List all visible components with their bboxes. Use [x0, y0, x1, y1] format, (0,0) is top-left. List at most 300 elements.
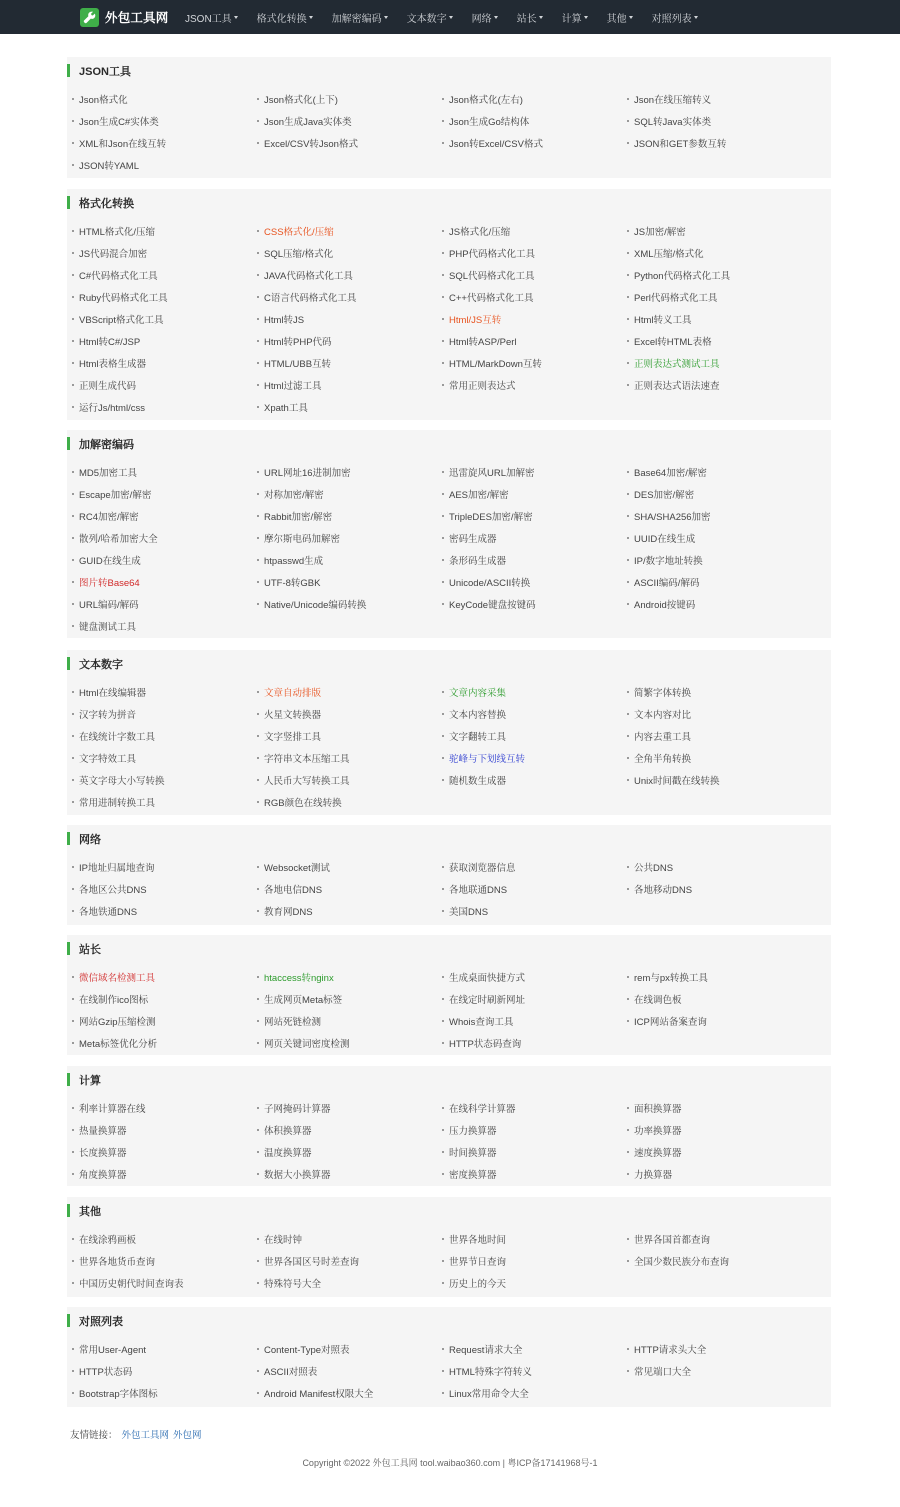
- tool-link[interactable]: [627, 357, 720, 369]
- tool-link[interactable]: [257, 247, 333, 259]
- bullet-icon: [627, 1173, 629, 1175]
- nav-menu-label: JSON工具: [185, 13, 232, 25]
- tool-link[interactable]: [442, 291, 533, 303]
- tool-link[interactable]: [72, 554, 141, 566]
- tool-link[interactable]: [257, 115, 352, 127]
- tool-link[interactable]: [257, 993, 342, 1005]
- bullet-icon: [257, 801, 259, 803]
- tool-link[interactable]: [257, 466, 351, 478]
- bullet-icon: [72, 296, 74, 298]
- tool-link[interactable]: [442, 554, 506, 566]
- bullet-icon: [627, 691, 629, 693]
- tool-link[interactable]: [257, 1015, 321, 1027]
- bullet-icon: [442, 691, 444, 693]
- tool-link[interactable]: [442, 905, 488, 917]
- tool-link[interactable]: [72, 93, 128, 105]
- bullet-icon: [627, 757, 629, 759]
- tool-link[interactable]: [257, 357, 331, 369]
- tool-link[interactable]: [627, 708, 691, 720]
- tool-link[interactable]: [627, 335, 712, 347]
- tool-link[interactable]: [72, 971, 155, 983]
- tool-link[interactable]: [442, 335, 517, 347]
- tool-link-label: Rabbit加密/解密: [264, 512, 333, 523]
- tool-link[interactable]: [72, 1387, 158, 1399]
- tool-link[interactable]: [442, 708, 506, 720]
- tool-link-label: Html过滤工具: [264, 381, 322, 392]
- tool-link[interactable]: [257, 1124, 312, 1136]
- tool-link[interactable]: [72, 1102, 146, 1114]
- tool-link[interactable]: [442, 357, 542, 369]
- tool-link-label: 速度换算器: [634, 1148, 682, 1159]
- section-header: [67, 1073, 101, 1086]
- tool-link[interactable]: [442, 598, 536, 610]
- tool-link-label: DES加密/解密: [634, 490, 695, 501]
- tool-link[interactable]: [72, 225, 155, 237]
- bullet-icon: [72, 1348, 74, 1350]
- tool-link[interactable]: [257, 137, 358, 149]
- tool-link-label: Html转C#/JSP: [79, 337, 141, 348]
- tool-link[interactable]: [442, 774, 506, 786]
- bullet-icon: [257, 1260, 259, 1262]
- friend-link[interactable]: 外包工具网: [121, 1430, 170, 1441]
- tool-link-label: 在线定时刷新网址: [449, 995, 526, 1006]
- tool-link[interactable]: [72, 752, 136, 764]
- tool-link[interactable]: [627, 730, 691, 742]
- nav-menu-label: 对照列表: [651, 13, 692, 25]
- tool-link[interactable]: [257, 883, 322, 895]
- tool-link-label: URL编码/解码: [79, 600, 139, 611]
- bullet-icon: [72, 340, 74, 342]
- tool-link-label: htaccess转nginx: [264, 973, 334, 984]
- tool-link[interactable]: [257, 752, 350, 764]
- tool-link[interactable]: [72, 708, 136, 720]
- brand-logo[interactable]: [80, 7, 169, 27]
- tool-link[interactable]: [442, 1255, 506, 1267]
- tool-link[interactable]: [72, 510, 139, 522]
- bullet-icon: [72, 910, 74, 912]
- bullet-icon: [627, 888, 629, 890]
- tool-link[interactable]: [627, 576, 699, 588]
- tool-link[interactable]: [257, 532, 340, 544]
- section-title: 站长: [79, 943, 101, 956]
- bullet-icon: [257, 888, 259, 890]
- bullet-icon: [72, 559, 74, 561]
- tool-link-label: Python代码格式化工具: [634, 271, 731, 282]
- tool-link[interactable]: [72, 796, 155, 808]
- tool-link[interactable]: [442, 883, 507, 895]
- tool-link[interactable]: [257, 1365, 317, 1377]
- tool-link-label: 文本内容对比: [634, 710, 692, 721]
- bullet-icon: [72, 362, 74, 364]
- tool-link[interactable]: [442, 1365, 532, 1377]
- tool-link[interactable]: [627, 291, 717, 303]
- bullet-icon: [442, 362, 444, 364]
- tool-link-label: 正则生成代码: [79, 381, 137, 392]
- tool-link[interactable]: [442, 137, 543, 149]
- tool-link[interactable]: [627, 883, 692, 895]
- tool-link[interactable]: [72, 1233, 136, 1245]
- friend-link[interactable]: 外包网: [173, 1430, 202, 1441]
- section-header: [67, 1314, 123, 1327]
- bullet-icon: [72, 779, 74, 781]
- tool-link[interactable]: [627, 466, 707, 478]
- tool-link-label: Meta标签优化分析: [79, 1039, 158, 1050]
- tool-link[interactable]: [257, 1037, 350, 1049]
- section-header: [67, 657, 123, 670]
- tool-link-label: IP地址归属地查询: [79, 863, 155, 874]
- tool-link[interactable]: [442, 1277, 506, 1289]
- bullet-icon: [442, 296, 444, 298]
- bullet-icon: [627, 252, 629, 254]
- tool-link[interactable]: [442, 1146, 497, 1158]
- caret-down-icon: [694, 16, 698, 19]
- tool-link-label: Json在线压缩转义: [634, 95, 712, 106]
- copyright-text: Copyright ©2022 外包工具网 tool.waibao360.com | 粤ICP备17141968号-1: [302, 1458, 598, 1468]
- tool-link[interactable]: [257, 1233, 302, 1245]
- tool-link[interactable]: [257, 708, 321, 720]
- tool-link-label: 在线制作ico图标: [79, 995, 149, 1006]
- bullet-icon: [72, 713, 74, 715]
- tool-link[interactable]: [627, 115, 711, 127]
- tool-link[interactable]: [72, 1146, 127, 1158]
- nav-menu-label: 其他: [606, 13, 627, 25]
- tool-link[interactable]: [442, 269, 535, 281]
- tool-link[interactable]: [442, 686, 506, 698]
- bullet-icon: [627, 142, 629, 144]
- bullet-icon: [72, 866, 74, 868]
- tool-link[interactable]: [72, 1343, 146, 1355]
- tool-link[interactable]: [72, 1168, 127, 1180]
- tool-link[interactable]: [72, 1124, 127, 1136]
- bullet-icon: [257, 318, 259, 320]
- tool-link-label: 对称加密/解密: [264, 490, 324, 501]
- tool-link-label: 各地电信DNS: [264, 885, 323, 896]
- tool-link[interactable]: [627, 1015, 707, 1027]
- tool-link[interactable]: [257, 225, 334, 237]
- bullet-icon: [257, 1370, 259, 1372]
- tool-link-label: 微信域名检测工具: [79, 973, 156, 984]
- tool-link[interactable]: [442, 1015, 513, 1027]
- tool-link[interactable]: [627, 1365, 691, 1377]
- tool-link-label: 历史上的今天: [449, 1279, 507, 1290]
- tool-link[interactable]: [257, 971, 334, 983]
- tool-link[interactable]: [72, 269, 158, 281]
- tool-link[interactable]: [257, 1168, 331, 1180]
- tool-link[interactable]: [627, 598, 695, 610]
- tool-link[interactable]: [257, 1255, 359, 1267]
- bullet-icon: [442, 1392, 444, 1394]
- bullet-icon: [257, 581, 259, 583]
- section-accent-bar: [67, 196, 70, 209]
- bullet-icon: [72, 888, 74, 890]
- nav-menu-item[interactable]: [407, 0, 453, 34]
- nav-menu-item[interactable]: [257, 0, 313, 34]
- tool-link[interactable]: [72, 861, 154, 873]
- caret-down-icon: [309, 16, 313, 19]
- tool-link-label: SQL代码格式化工具: [449, 271, 535, 282]
- bullet-icon: [257, 142, 259, 144]
- tool-link[interactable]: [72, 883, 147, 895]
- tool-link[interactable]: [257, 269, 353, 281]
- tool-link[interactable]: [627, 225, 686, 237]
- tool-link-label: Html转义工具: [634, 315, 692, 326]
- tool-link-label: 热量换算器: [79, 1126, 127, 1137]
- bullet-icon: [257, 252, 259, 254]
- tool-link[interactable]: [72, 466, 137, 478]
- tool-link-label: CSS格式化/压缩: [264, 227, 334, 238]
- tool-section: [67, 57, 831, 178]
- tool-link-label: 获取浏览器信息: [449, 863, 516, 874]
- tool-link[interactable]: [627, 510, 711, 522]
- tool-link[interactable]: [257, 861, 330, 873]
- tool-link-label: Html转ASP/Perl: [449, 337, 517, 348]
- tool-link[interactable]: [257, 510, 332, 522]
- bullet-icon: [257, 1107, 259, 1109]
- caret-down-icon: [539, 16, 543, 19]
- tool-link[interactable]: [257, 291, 356, 303]
- tool-link[interactable]: [72, 401, 145, 413]
- tool-link[interactable]: [442, 532, 497, 544]
- tool-link[interactable]: [257, 93, 338, 105]
- section-header: [67, 942, 101, 955]
- tool-link-label: Unicode/ASCII转换: [449, 578, 531, 589]
- tool-link[interactable]: [257, 379, 322, 391]
- bullet-icon: [72, 1042, 74, 1044]
- tool-link[interactable]: [72, 1037, 157, 1049]
- tool-link[interactable]: [627, 686, 691, 698]
- tool-link-label: KeyCode键盘按键码: [449, 600, 536, 611]
- tool-section: [67, 1066, 831, 1186]
- tool-link[interactable]: [72, 1277, 184, 1289]
- tool-section: [67, 1197, 831, 1297]
- nav-menu-item[interactable]: [185, 0, 238, 34]
- tool-link[interactable]: [627, 993, 682, 1005]
- bullet-icon: [442, 493, 444, 495]
- tool-link[interactable]: [627, 554, 703, 566]
- bullet-icon: [442, 340, 444, 342]
- tool-link[interactable]: [257, 335, 332, 347]
- tool-link[interactable]: [627, 1102, 682, 1114]
- tool-link[interactable]: [72, 291, 168, 303]
- nav-menu-item[interactable]: [652, 0, 698, 34]
- tool-link[interactable]: [72, 1365, 132, 1377]
- tool-link[interactable]: [627, 137, 726, 149]
- tool-link[interactable]: [257, 774, 350, 786]
- section-header: [67, 832, 101, 845]
- bullet-icon: [442, 1260, 444, 1262]
- tool-link[interactable]: [72, 379, 136, 391]
- tool-link[interactable]: [627, 774, 720, 786]
- tool-link-label: XML和Json在线互转: [79, 139, 167, 150]
- tool-link[interactable]: [257, 1343, 350, 1355]
- tool-link[interactable]: [72, 774, 165, 786]
- tool-link[interactable]: [627, 269, 730, 281]
- tool-link[interactable]: [442, 861, 516, 873]
- tool-link[interactable]: [627, 1168, 672, 1180]
- tool-link[interactable]: [257, 1146, 312, 1158]
- bullet-icon: [72, 691, 74, 693]
- bullet-icon: [627, 713, 629, 715]
- section-title: 计算: [79, 1074, 101, 1087]
- main-nav-menu: [185, 0, 717, 34]
- tool-link-label: 中国历史朝代时间查询表: [79, 1279, 184, 1290]
- tool-link[interactable]: [442, 971, 525, 983]
- tool-link-label: HTTP状态码查询: [449, 1039, 522, 1050]
- bullet-icon: [442, 713, 444, 715]
- tool-link[interactable]: [442, 730, 506, 742]
- tool-link[interactable]: [442, 1168, 497, 1180]
- tool-link-label: MD5加密工具: [79, 468, 138, 479]
- bullet-icon: [72, 581, 74, 583]
- tool-link[interactable]: [72, 686, 146, 698]
- tool-link[interactable]: [72, 620, 136, 632]
- tool-link[interactable]: [627, 1124, 682, 1136]
- tool-link[interactable]: [72, 532, 158, 544]
- tool-link-label: 密度换算器: [449, 1170, 497, 1181]
- bullet-icon: [257, 340, 259, 342]
- tool-link[interactable]: [442, 225, 510, 237]
- tool-link[interactable]: [627, 752, 691, 764]
- tool-link[interactable]: [442, 313, 501, 325]
- tool-link[interactable]: [72, 730, 155, 742]
- section-accent-bar: [67, 1314, 70, 1327]
- tool-link[interactable]: [442, 488, 509, 500]
- tool-link[interactable]: [257, 730, 321, 742]
- tool-link-label: 世界节日查询: [449, 1257, 507, 1268]
- section-title: 对照列表: [79, 1315, 123, 1328]
- tool-link-label: IP/数字地址转换: [634, 556, 703, 567]
- nav-menu-item[interactable]: [517, 0, 543, 34]
- tool-link[interactable]: [627, 1233, 710, 1245]
- tool-link[interactable]: [72, 905, 137, 917]
- tool-link-label: Json格式化(左右): [449, 95, 523, 106]
- tool-link[interactable]: [627, 861, 673, 873]
- tool-link[interactable]: [442, 1343, 522, 1355]
- tool-link-label: 常用进制转换工具: [79, 798, 156, 809]
- tool-link[interactable]: [72, 335, 140, 347]
- bullet-icon: [72, 757, 74, 759]
- bullet-icon: [442, 779, 444, 781]
- tool-link-label: 正则表达式语法速查: [634, 381, 720, 392]
- tool-link[interactable]: [257, 686, 321, 698]
- bullet-icon: [627, 537, 629, 539]
- tool-link[interactable]: [257, 401, 308, 413]
- tool-link[interactable]: [257, 554, 323, 566]
- tool-link[interactable]: [72, 993, 148, 1005]
- tool-link[interactable]: [72, 247, 147, 259]
- tool-link[interactable]: [627, 488, 694, 500]
- tool-link[interactable]: [627, 1255, 729, 1267]
- tool-link[interactable]: [442, 247, 535, 259]
- tool-link[interactable]: [72, 576, 140, 588]
- tool-link-label: 摩尔斯电码加解密: [264, 534, 341, 545]
- tool-link[interactable]: [627, 1343, 706, 1355]
- bullet-icon: [627, 1129, 629, 1131]
- tool-link[interactable]: [442, 1124, 497, 1136]
- tool-link-label: 条形码生成器: [449, 556, 507, 567]
- tool-link[interactable]: [442, 576, 530, 588]
- tool-link[interactable]: [72, 488, 151, 500]
- tool-link[interactable]: [72, 1015, 156, 1027]
- bullet-icon: [442, 318, 444, 320]
- tool-link[interactable]: [627, 971, 708, 983]
- tool-link[interactable]: [442, 510, 533, 522]
- bullet-icon: [627, 1238, 629, 1240]
- bullet-icon: [257, 537, 259, 539]
- tool-link[interactable]: [442, 466, 535, 478]
- tool-link-label: URL网址16进制加密: [264, 468, 351, 479]
- tool-link[interactable]: [627, 247, 704, 259]
- tool-link[interactable]: [72, 159, 139, 171]
- bullet-icon: [72, 603, 74, 605]
- tool-link[interactable]: [257, 313, 304, 325]
- tool-link[interactable]: [627, 532, 695, 544]
- tool-link[interactable]: [442, 93, 523, 105]
- tool-link-label: Excel转HTML表格: [634, 337, 712, 348]
- nav-menu-item[interactable]: [472, 0, 498, 34]
- bullet-icon: [257, 1129, 259, 1131]
- tool-link[interactable]: [257, 1387, 373, 1399]
- tool-link-label: 密码生成器: [449, 534, 497, 545]
- tool-link[interactable]: [257, 796, 342, 808]
- tool-link[interactable]: [442, 379, 516, 391]
- tool-link[interactable]: [442, 1387, 529, 1399]
- tool-link[interactable]: [627, 313, 692, 325]
- bullet-icon: [72, 625, 74, 627]
- tool-link-label: ASCII对照表: [264, 1367, 318, 1378]
- tool-link-label: 键盘测试工具: [79, 622, 137, 633]
- tool-link[interactable]: [442, 993, 525, 1005]
- nav-menu-item[interactable]: [332, 0, 388, 34]
- nav-menu-item[interactable]: [607, 0, 633, 34]
- bullet-icon: [257, 559, 259, 561]
- tool-link[interactable]: [442, 1233, 506, 1245]
- tool-link[interactable]: [72, 598, 139, 610]
- tool-link[interactable]: [257, 905, 313, 917]
- caret-down-icon: [629, 16, 633, 19]
- tool-link[interactable]: [627, 1146, 682, 1158]
- tool-link[interactable]: [257, 598, 366, 610]
- tool-link[interactable]: [627, 93, 711, 105]
- tool-link-label: 运行Js/html/css: [79, 403, 145, 414]
- tool-link[interactable]: [72, 313, 163, 325]
- tool-link[interactable]: [72, 115, 159, 127]
- bullet-icon: [442, 230, 444, 232]
- tool-link[interactable]: [442, 1037, 521, 1049]
- tool-section: [67, 935, 831, 1055]
- tool-link[interactable]: [442, 752, 525, 764]
- tool-link[interactable]: [627, 379, 720, 391]
- tool-link-label: 在线统计字数工具: [79, 732, 156, 743]
- tool-link-label: JS加密/解密: [634, 227, 686, 238]
- tool-link[interactable]: [72, 1255, 155, 1267]
- tool-link[interactable]: [257, 1102, 331, 1114]
- tool-link-label: Ruby代码格式化工具: [79, 293, 168, 304]
- tool-link[interactable]: [257, 488, 324, 500]
- bullet-icon: [442, 384, 444, 386]
- tool-link[interactable]: [442, 115, 529, 127]
- bullet-icon: [257, 1348, 259, 1350]
- tool-link[interactable]: [72, 357, 146, 369]
- tool-link-label: 公共DNS: [634, 863, 674, 874]
- bullet-icon: [72, 1370, 74, 1372]
- tool-link[interactable]: [72, 137, 166, 149]
- tool-link[interactable]: [257, 1277, 321, 1289]
- tool-link[interactable]: [257, 576, 320, 588]
- nav-menu-item[interactable]: [562, 0, 588, 34]
- nav-menu-label: 格式化转换: [256, 13, 307, 25]
- tool-link[interactable]: [442, 1102, 516, 1114]
